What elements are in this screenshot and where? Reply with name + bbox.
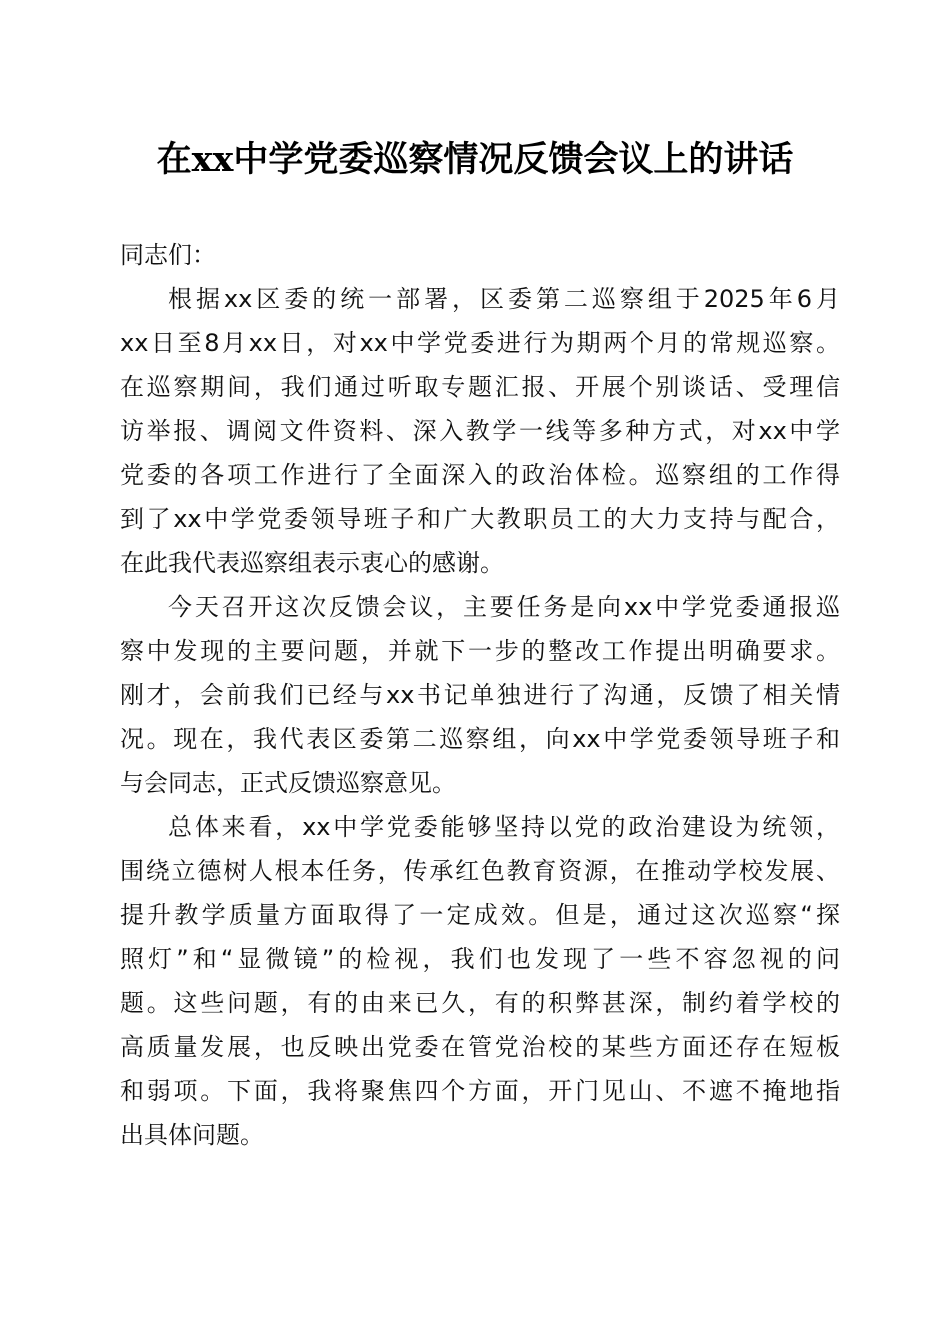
paragraph-line: 今天召开这次反馈会议，主要任务是向xx中学党委通报巡 xyxy=(168,593,840,621)
paragraph-line: 题。这些问题，有的由来已久，有的积弊甚深，制约着学校的 xyxy=(120,989,840,1017)
paragraph-line: 出具体问题。 xyxy=(120,1121,264,1149)
paragraph-line: 到了xx中学党委领导班子和广大教职员工的大力支持与配合， xyxy=(120,505,840,533)
paragraph-line: 在巡察期间，我们通过听取专题汇报、开展个别谈话、受理信 xyxy=(120,373,840,401)
paragraph-3 xyxy=(120,805,840,1157)
paragraph-line: 提升教学质量方面取得了一定成效。但是，通过这次巡察“探 xyxy=(120,901,840,929)
paragraph-line: 根据xx区委的统一部署，区委第二巡察组于2025年6月 xyxy=(168,285,840,313)
document-title: 在xx中学党委巡察情况反馈会议上的讲话 xyxy=(156,139,794,180)
paragraph-line: 在此我代表巡察组表示衷心的感谢。 xyxy=(120,549,504,577)
paragraph-line: 访举报、调阅文件资料、深入教学一线等多种方式，对xx中学 xyxy=(120,417,840,445)
paragraph-line: 围绕立德树人根本任务，传承红色教育资源，在推动学校发展、 xyxy=(120,857,840,885)
paragraph-line: xx日至8月xx日，对xx中学党委进行为期两个月的常规巡察。 xyxy=(120,329,840,357)
salutation: 同志们： xyxy=(120,241,216,269)
paragraph-line: 高质量发展，也反映出党委在管党治校的某些方面还存在短板 xyxy=(120,1033,840,1061)
paragraph-line: 总体来看，xx中学党委能够坚持以党的政治建设为统领， xyxy=(168,813,840,841)
document-body xyxy=(120,233,840,1157)
paragraph-line: 照灯”和“显微镜”的检视，我们也发现了一些不容忽视的问 xyxy=(120,945,840,973)
paragraph-line: 刚才，会前我们已经与xx书记单独进行了沟通，反馈了相关情 xyxy=(120,681,840,709)
paragraph-line: 与会同志，正式反馈巡察意见。 xyxy=(120,769,456,797)
paragraph-line: 察中发现的主要问题，并就下一步的整改工作提出明确要求。 xyxy=(120,637,840,665)
paragraph-line: 和弱项。下面，我将聚焦四个方面，开门见山、不遮不掩地指 xyxy=(120,1077,840,1105)
paragraph-line: 党委的各项工作进行了全面深入的政治体检。巡察组的工作得 xyxy=(120,461,840,489)
paragraph-1 xyxy=(120,277,840,585)
paragraph-line: 况。现在，我代表区委第二巡察组，向xx中学党委领导班子和 xyxy=(120,725,840,753)
paragraph-2 xyxy=(120,585,840,805)
